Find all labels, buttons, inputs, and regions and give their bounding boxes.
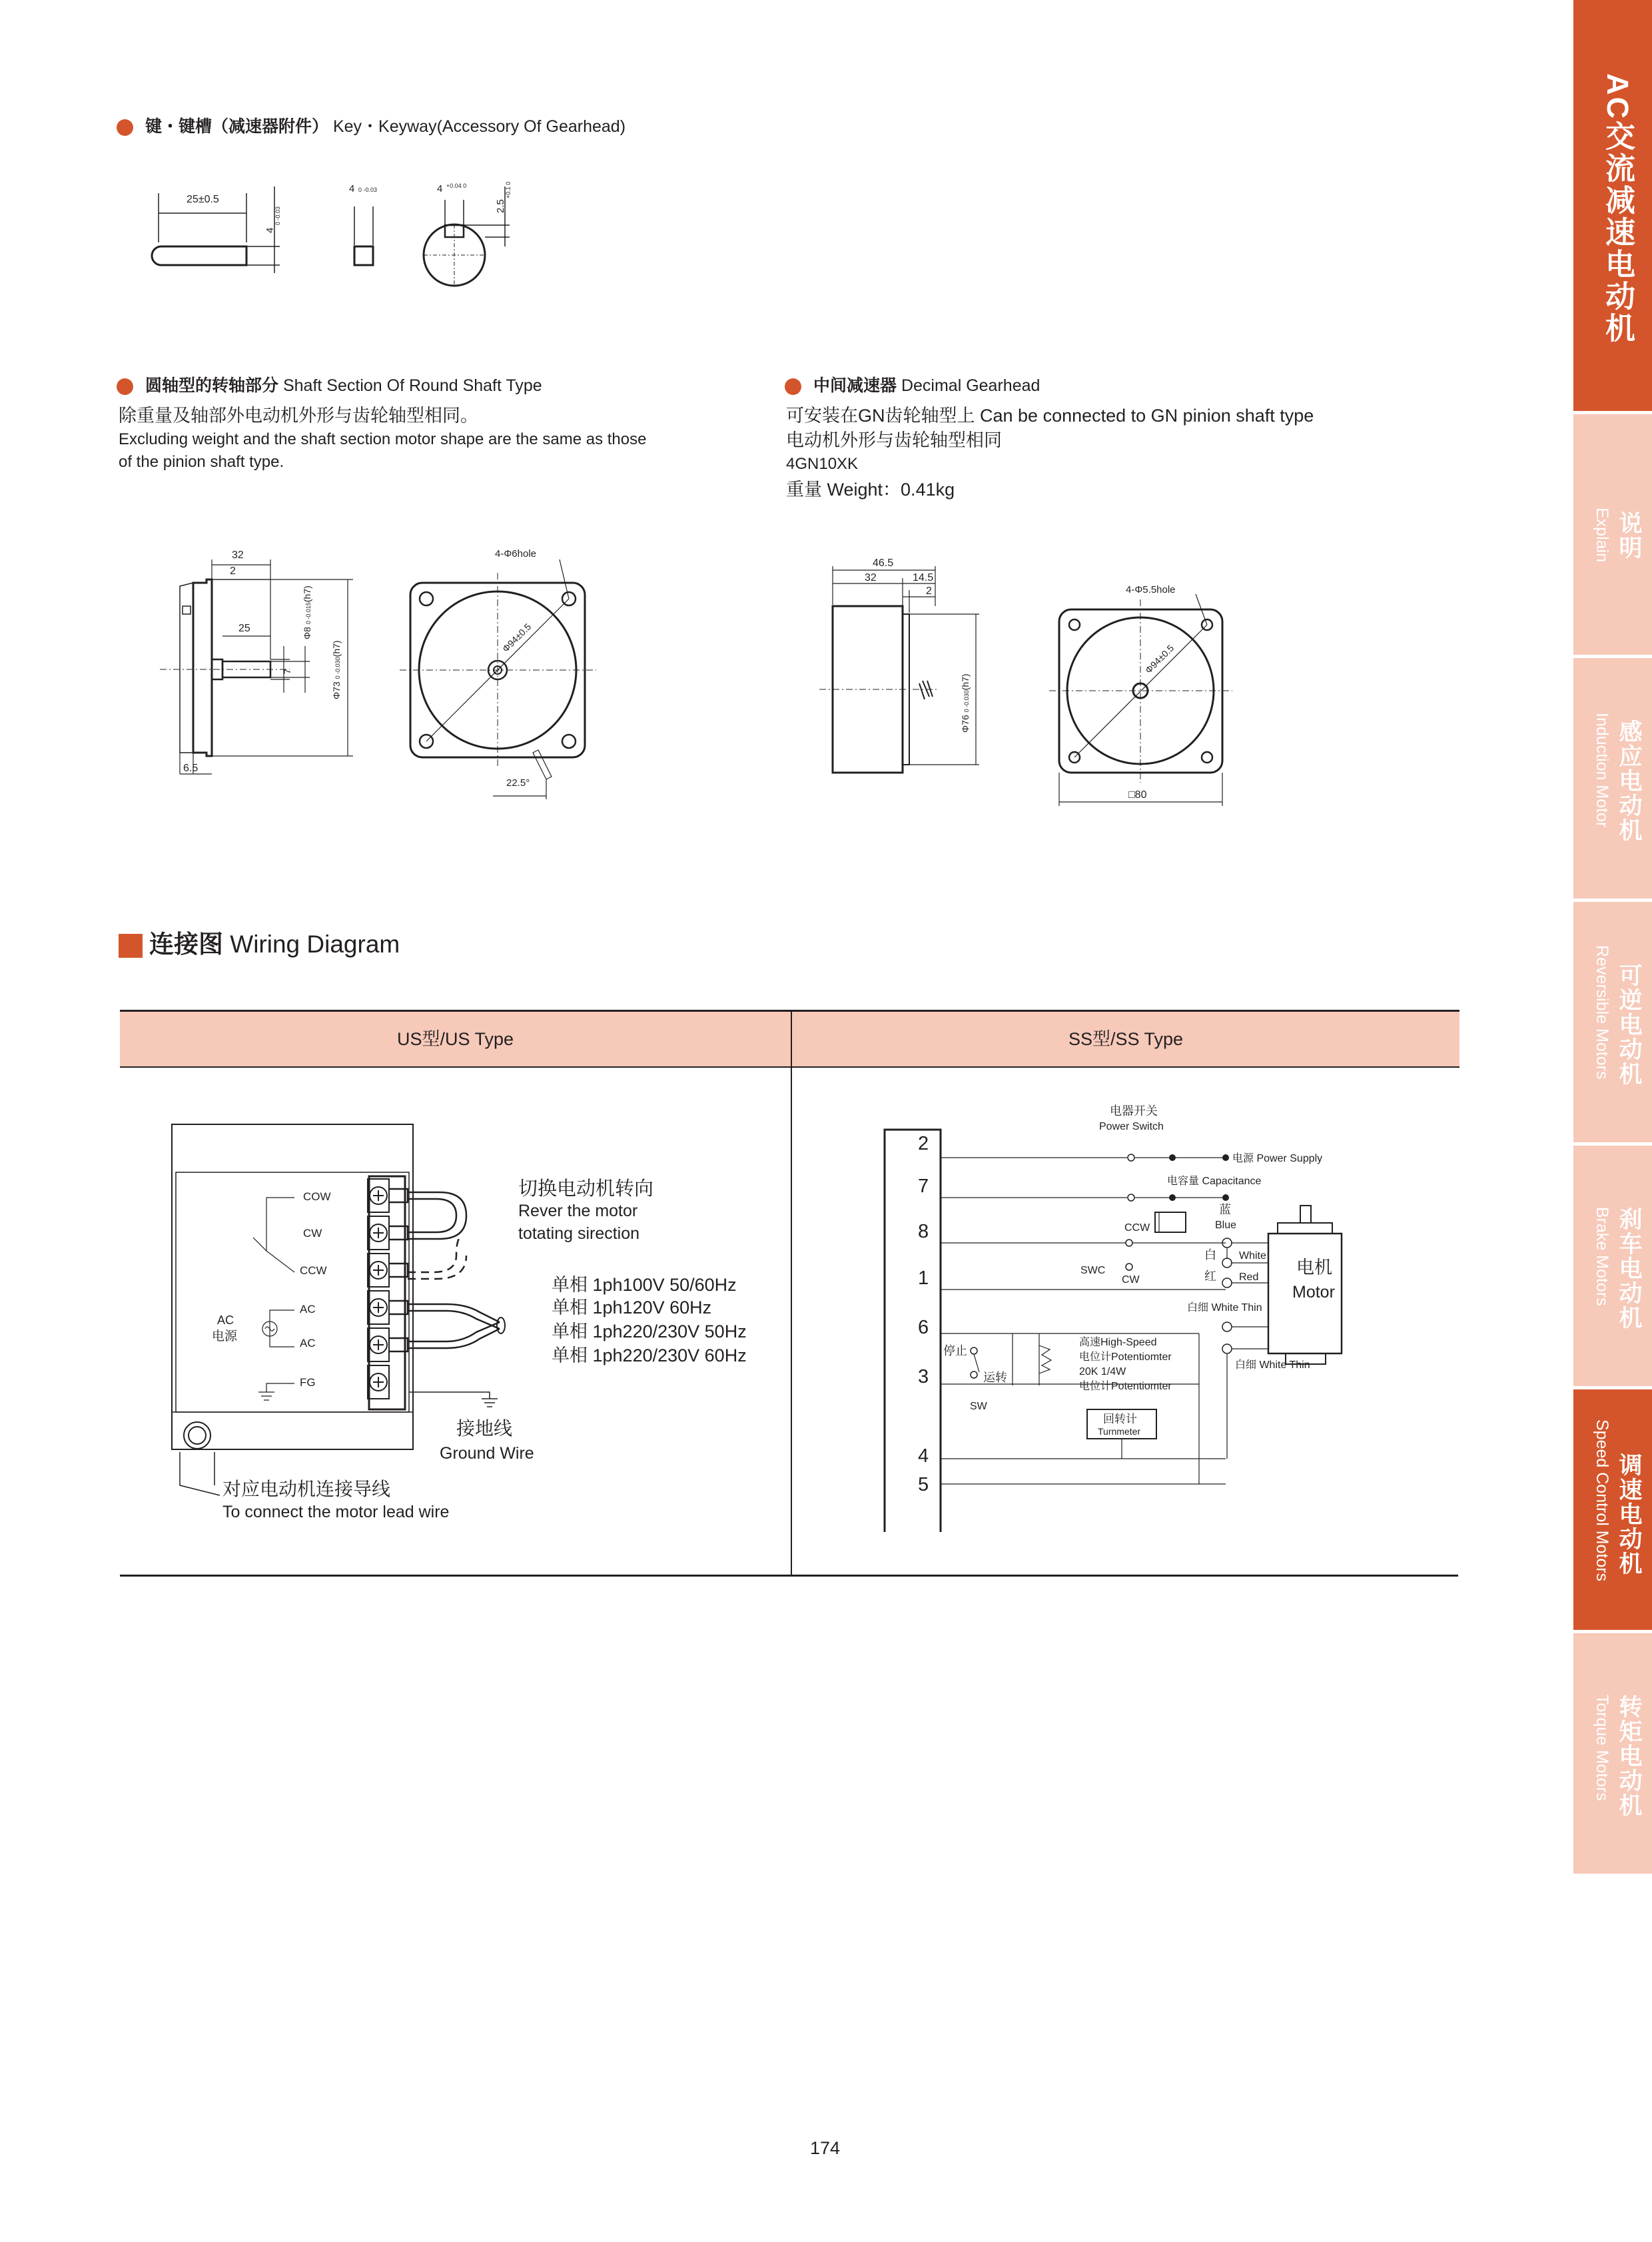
side-tab-brake[interactable] — [1573, 1146, 1652, 1389]
shaft-phi73-label: Φ73 — [331, 681, 342, 699]
side-tab-reversible-en: Reversible Motors — [1593, 945, 1611, 1080]
side-tab-torque[interactable] — [1573, 1633, 1652, 1877]
side-tab-explain-cn: 说明 — [1616, 511, 1642, 560]
svg-text:Φ8 0 -0.015(h7) — [302, 585, 312, 639]
keyway-depth-tol: +0.1 0 — [505, 181, 512, 198]
motor-en: Motor — [1292, 1283, 1335, 1302]
blue-cn: 蓝 — [1219, 1203, 1231, 1216]
side-tab-title-text: AC交流减速电动机 — [1601, 73, 1635, 344]
gear-holes-label: 4-Φ5.5hole — [1126, 584, 1176, 595]
pot-line-2: 电位计Potentiomter — [1079, 1351, 1172, 1363]
bullet-icon — [117, 378, 133, 395]
ac-source-label: 电源 — [212, 1329, 238, 1343]
shaft-pcd-label: Φ94±0.5 — [500, 621, 534, 655]
supply-line-2: 单相 1ph120V 60Hz — [552, 1298, 712, 1317]
term-cow-label: COW — [303, 1190, 331, 1203]
ss-terminal-7: 7 — [918, 1176, 929, 1197]
side-tab-brake-en: Brake Motors — [1593, 1207, 1611, 1306]
wiring-square-icon — [119, 934, 143, 958]
ss-terminal-4: 4 — [918, 1445, 929, 1467]
cw-label: CW — [1122, 1274, 1140, 1286]
ss-terminal-5: 5 — [918, 1474, 929, 1495]
decimal-gearhead-title-cn: 中间减速器 — [813, 376, 897, 395]
white-thin-2: 白细 White Thin — [1235, 1359, 1310, 1371]
side-tab-induction[interactable] — [1573, 658, 1652, 902]
pot-line-4: 电位计Potentiomter — [1079, 1381, 1172, 1392]
shaft-phi8-tol: 0 -0.015 — [305, 602, 312, 625]
side-tab-brake-cn: 刹车电动机 — [1616, 1207, 1642, 1330]
power-switch-cn: 电器开关 — [1110, 1104, 1158, 1118]
swc-label: SWC — [1080, 1265, 1106, 1276]
lead-wire-en: To connect the motor lead wire — [222, 1503, 450, 1521]
supply-line-3: 单相 1ph220/230V 50Hz — [552, 1321, 747, 1341]
side-tab-induction-en: Induction Motor — [1593, 713, 1611, 828]
key-length-label: 25±0.5 — [187, 194, 219, 205]
us-wiring-diagram — [153, 1112, 786, 1539]
red-en: Red — [1239, 1272, 1259, 1283]
side-tab-reversible-cn: 可逆电动机 — [1616, 963, 1642, 1086]
gearhead-drawing — [813, 546, 1279, 826]
gear-phi76-tol: 0 -0.030 — [963, 690, 970, 713]
side-tab-torque-cn: 转矩电动机 — [1616, 1694, 1642, 1818]
round-shaft-desc-en-2: of the pinion shaft type. — [119, 453, 284, 471]
pot-line-3: 20K 1/4W — [1079, 1366, 1126, 1377]
bullet-icon — [117, 119, 133, 136]
shaft-dim-6-5: 6.5 — [183, 763, 199, 774]
keyway-depth-label: 2.5 — [495, 199, 506, 213]
supply-line-4: 单相 1ph220/230V 60Hz — [552, 1345, 747, 1365]
side-tab-speed-control-cn: 调速电动机 — [1616, 1453, 1642, 1576]
keyway-width-tol: +0.04 0 — [446, 183, 467, 189]
decimal-gearhead-model: 4GN10XK — [786, 455, 859, 473]
supply-line-1: 单相 1ph100V 50/60Hz — [552, 1275, 737, 1295]
side-tab-speed-control[interactable] — [1573, 1389, 1652, 1633]
side-tab-induction-cn: 感应电动机 — [1616, 719, 1642, 843]
side-tab-explain[interactable] — [1573, 414, 1652, 658]
term-ac2-label: AC — [300, 1337, 316, 1349]
terminal-screws — [368, 1179, 389, 1399]
table-bottom-rule — [120, 1575, 1458, 1577]
key-height-label: 4 — [264, 227, 276, 233]
gear-phi76-label: Φ76 — [960, 715, 971, 733]
page-number: 174 — [810, 2138, 841, 2158]
decimal-gearhead-heading — [785, 374, 1040, 397]
shaft-phi73-tol: 0 -0.030 — [334, 657, 341, 679]
white-thin-1: 白细 White Thin — [1187, 1302, 1262, 1313]
ground-cn: 接地线 — [456, 1418, 513, 1439]
wiring-title-cn: 连接图 — [149, 931, 223, 958]
decimal-gearhead-line-2: 电动机外形与齿轮轴型相同 — [786, 430, 1002, 450]
ss-terminal-1: 1 — [918, 1268, 929, 1289]
blue-en: Blue — [1215, 1220, 1237, 1231]
shaft-dim-7: 7 — [282, 669, 292, 674]
run-label: 运转 — [983, 1371, 1007, 1384]
side-tab-title — [1573, 0, 1652, 414]
reverse-en-2: totating sirection — [518, 1224, 640, 1243]
bullet-icon — [785, 378, 801, 395]
svg-text:0 -0.03: 0 -0.03 — [274, 206, 281, 225]
svg-text:0 -0.03: 0 -0.03 — [358, 187, 378, 193]
decimal-gearhead-weight: 重量 Weight：0.41kg — [786, 480, 955, 500]
ground-en: Ground Wire — [440, 1444, 534, 1463]
ss-terminal-3: 3 — [918, 1366, 929, 1387]
stop-label: 停止 — [943, 1344, 967, 1357]
side-tab-speed-control-en: Speed Control Motors — [1593, 1419, 1611, 1582]
power-supply-label: 电源 Power Supply — [1232, 1153, 1323, 1164]
svg-text:Φ76 0 -0.030(h7) — [960, 673, 971, 733]
shaft-phi73-fit: (h7) — [331, 640, 342, 657]
key-drawing — [147, 173, 546, 293]
shaft-holes-label: 4-Φ6hole — [495, 548, 537, 560]
lead-wire-cn: 对应电动机连接导线 — [222, 1479, 391, 1499]
key-section-title-cn: 键・键槽（减速器附件） — [145, 117, 329, 136]
ss-terminal-8: 8 — [918, 1221, 929, 1242]
round-shaft-desc-en-1: Excluding weight and the shaft section motor shape are the same as those — [119, 430, 647, 448]
ss-wiring-diagram — [879, 1099, 1412, 1532]
power-switch-en: Power Switch — [1099, 1121, 1164, 1132]
round-shaft-title-en: Shaft Section Of Round Shaft Type — [282, 376, 542, 395]
shaft-phi8-label: Φ8 — [302, 627, 312, 639]
side-tab-torque-en: Torque Motors — [1593, 1694, 1611, 1801]
gear-dim-46-5: 46.5 — [873, 558, 894, 569]
term-cw-label: CW — [303, 1227, 322, 1240]
term-ac1-label: AC — [300, 1303, 316, 1315]
key-section-title-en: Key・Keyway(Accessory Of Gearhead) — [332, 117, 626, 136]
pot-line-1: 高速High-Speed — [1079, 1337, 1157, 1348]
svg-text:Φ73 0 -0.030(h7) — [331, 640, 342, 699]
ss-terminal-2: 2 — [918, 1133, 929, 1154]
decimal-gearhead-title-en: Decimal Gearhead — [901, 376, 1040, 395]
sw-label: SW — [970, 1401, 987, 1412]
white-en: White — [1239, 1250, 1266, 1262]
round-shaft-desc-cn: 除重量及轴部外电动机外形与齿轮轴型相同。 — [119, 406, 478, 426]
turnmeter-cn: 回转计 — [1103, 1413, 1137, 1425]
round-shaft-title-cn: 圆轴型的转轴部分 — [145, 376, 279, 395]
gear-dim-14-5: 14.5 — [913, 572, 934, 583]
turnmeter-en: Turnmeter — [1098, 1426, 1141, 1437]
key-width-label: 4 — [349, 183, 355, 194]
side-tab-reversible[interactable] — [1573, 902, 1652, 1146]
shaft-dim-2: 2 — [230, 565, 236, 577]
wiring-heading — [149, 930, 400, 959]
gear-phi76-fit: (h7) — [960, 673, 971, 691]
ss-header-text: SS型/SS Type — [1068, 1029, 1184, 1049]
wiring-title-en: Wiring Diagram — [230, 931, 400, 958]
ccw-label: CCW — [1124, 1222, 1150, 1234]
gear-dim-32: 32 — [865, 572, 877, 583]
side-tab-explain-en: Explain — [1593, 508, 1611, 562]
gear-square-80: □80 — [1128, 789, 1147, 801]
round-shaft-heading — [117, 374, 542, 397]
red-cn: 红 — [1204, 1270, 1216, 1283]
shaft-phi8-fit: (h7) — [302, 585, 312, 603]
ac-label: AC — [217, 1313, 234, 1327]
white-cn: 白 — [1204, 1248, 1216, 1262]
keyway-width-label: 4 — [437, 183, 443, 194]
reverse-en-1: Rever the motor — [518, 1202, 638, 1220]
us-header-text: US型/US Type — [396, 1029, 514, 1049]
term-ccw-label: CCW — [300, 1264, 327, 1277]
reverse-cn: 切换电动机转向 — [518, 1178, 654, 1200]
shaft-angle-label: 22.5° — [506, 777, 530, 789]
table-divider — [791, 1066, 792, 1575]
capacitance-label: 电容量 Capacitance — [1167, 1176, 1262, 1187]
key-section-heading — [117, 115, 625, 138]
gear-pcd-label: Φ94±0.5 — [1142, 642, 1176, 676]
term-fg-label: FG — [300, 1376, 316, 1389]
shaft-dim-32: 32 — [232, 550, 244, 561]
ss-terminal-6: 6 — [918, 1317, 929, 1338]
us-header — [120, 1010, 791, 1068]
decimal-gearhead-line-1: 可安装在GN齿轮轴型上 Can be connected to GN pinion shaft type — [786, 406, 1314, 426]
ss-header — [791, 1010, 1459, 1068]
motor-cn: 电机 — [1296, 1258, 1332, 1278]
shaft-dim-25: 25 — [238, 623, 250, 634]
gear-dim-2: 2 — [926, 585, 932, 597]
round-shaft-drawing — [153, 533, 606, 826]
